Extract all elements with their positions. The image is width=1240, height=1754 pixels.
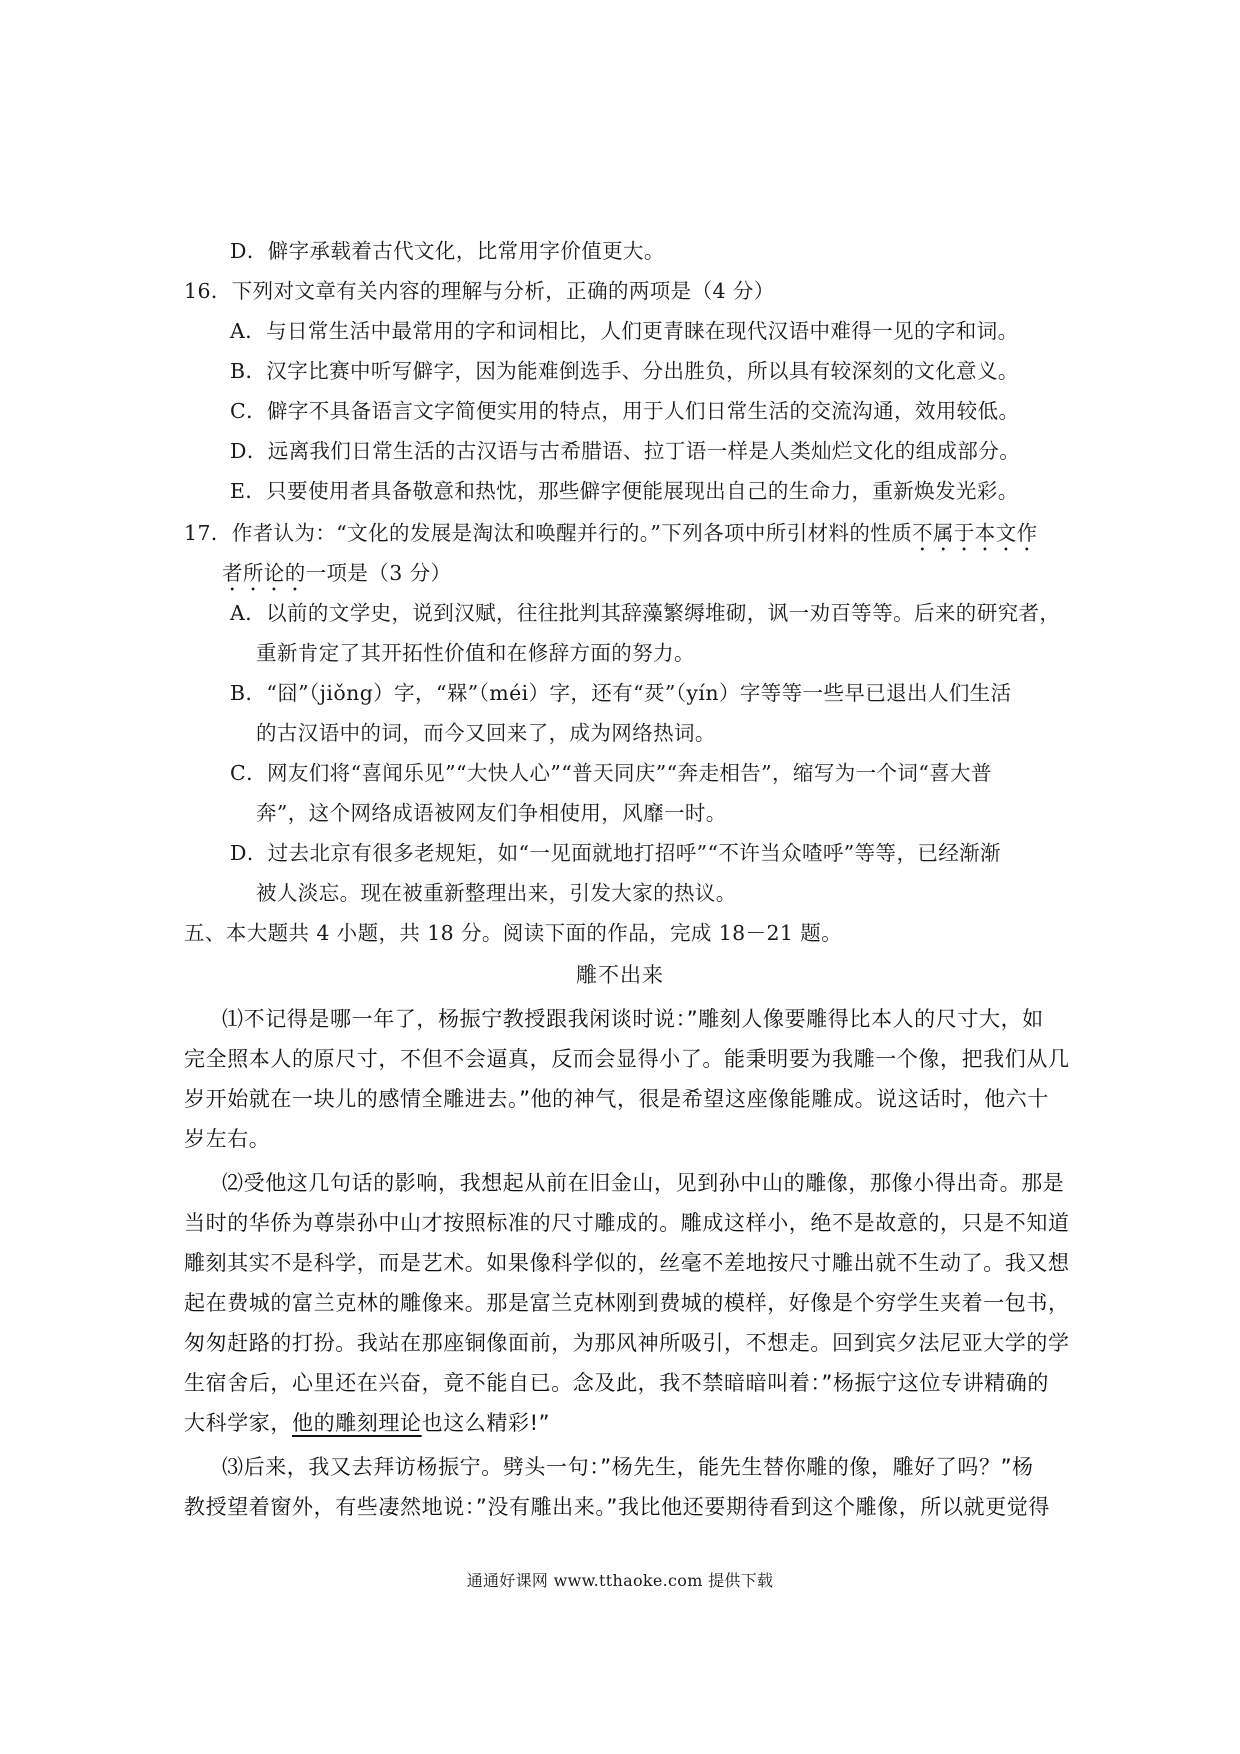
- paragraph-1-line3: 岁开始就在一块儿的感情全雕进去。”他的神气，很是希望这座像能雕成。说这话时，他六十: [184, 1087, 1049, 1111]
- q17-emphasis-2: 者所论的: [222, 561, 306, 585]
- q17-stem-line2: [222, 558, 451, 596]
- page-footer: 通通好课网 www.tthaoke.com 提供下载: [466, 1571, 774, 1590]
- paragraph-1-line2: 完全照本人的原尺寸，不但不会逼真，反而会显得小了。能秉明要为我雕一个像，把我们从几: [184, 1047, 1070, 1071]
- q16-option-e: E．只要使用者具备敬意和热忱，那些僻字便能展现出自己的生命力，重新焕发光彩。: [230, 479, 1019, 503]
- q17-option-d-line1: D．过去北京有很多老规矩，如“一见面就地打招呼”“不许当众喳呼”等等，已经渐渐: [230, 841, 1001, 865]
- q17-option-a-line2: 重新肯定了其开拓性价值和在修辞方面的努力。: [256, 641, 695, 665]
- q17-option-d-line2: 被人淡忘。现在被重新整理出来，引发大家的热议。: [256, 881, 737, 905]
- q17-stem-line1: [184, 518, 1038, 556]
- q17-option-b-line2: 的古汉语中的词，而今又回来了，成为网络热词。: [256, 721, 716, 745]
- q17-option-b-line1: B．“囧”（jiǒng）字，“槑”（méi）字，还有“烎”（yín）字等等一些早已退出人们生活: [230, 681, 1012, 705]
- q17-option-c-line2: 奔”，这个网络成语被网友们争相使用，风靡一时。: [256, 801, 727, 825]
- q16-option-b: B．汉字比赛中听写僻字，因为能难倒选手、分出胜负，所以具有较深刻的文化意义。: [230, 359, 1019, 383]
- paragraph-1-line4: 岁左右。: [184, 1127, 271, 1151]
- section-five-heading: 五、本大题共 4 小题，共 18 分。阅读下面的作品，完成 18－21 题。: [184, 921, 843, 945]
- paragraph-2-line1: ⑵受他这几句话的影响，我想起从前在旧金山，见到孙中山的雕像，那像小得出奇。那是: [222, 1171, 1065, 1195]
- q17-option-a-line1: A．以前的文学史，说到汉赋，往往批判其辞藻繁缛堆砌，讽一劝百等等。后来的研究者，: [230, 601, 1061, 625]
- q16-option-d: D．远离我们日常生活的古汉语与古希腊语、拉丁语一样是人类灿烂文化的组成部分。: [230, 439, 1021, 463]
- q17-option-c-line1: C．网友们将“喜闻乐见”“大快人心”“普天同庆”“奔走相告”，缩写为一个词“喜大普: [230, 761, 992, 785]
- paragraph-2-last-post: 也这么精彩!”: [421, 1411, 551, 1435]
- article-title: 雕不出来: [576, 963, 664, 987]
- paragraph-1-line1: ⑴不记得是哪一年了，杨振宁教授跟我闲谈时说：”雕刻人像要雕得比本人的尺寸大，如: [222, 1007, 1044, 1031]
- q15-option-d: D．僻字承载着古代文化，比常用字价值更大。: [230, 239, 665, 263]
- q16-option-c: C．僻字不具备语言文字简便实用的特点，用于人们日常生活的交流沟通，效用较低。: [230, 399, 1020, 423]
- paragraph-3-line2: 教授望着窗外，有些凄然地说：”没有雕出来。”我比他还要期待看到这个雕像，所以就更觉得: [184, 1495, 1050, 1519]
- q17-stem-text: 17．作者认为：“文化的发展是淘汰和唤醒并行的。”下列各项中所引材料的性质: [184, 521, 913, 545]
- paragraph-2-line3: 雕刻其实不是科学，而是艺术。如果像科学似的，丝毫不差地按尺寸雕出就不生动了。我又想: [184, 1251, 1070, 1275]
- paragraph-2-line4: 起在费城的富兰克林的雕像来。那是富兰克林刚到费城的模样，好像是个穷学生夹着一包书，: [184, 1291, 1070, 1315]
- q17-emphasis-1: 不属于本文作: [912, 521, 1038, 545]
- paragraph-2-last-pre: 大科学家，: [184, 1411, 292, 1435]
- q17-stem-tail: 一项是（3 分）: [305, 561, 452, 585]
- q16-option-a: A．与日常生活中最常用的字和词相比，人们更青睐在现代汉语中难得一见的字和词。: [230, 319, 1019, 343]
- paragraph-2-line7: [184, 1408, 550, 1438]
- paragraph-2-line2: 当时的华侨为尊崇孙中山才按照标准的尺寸雕成的。雕成这样小，绝不是故意的，只是不知道: [184, 1211, 1070, 1235]
- paragraph-3-line1: ⑶后来，我又去拜访杨振宁。劈头一句：”杨先生，能先生替你雕的像，雕好了吗？”杨: [222, 1455, 1034, 1479]
- paragraph-2-line6: 生宿舍后，心里还在兴奋，竟不能自已。念及此，我不禁暗暗叫着：”杨振宁这位专讲精确的: [184, 1371, 1049, 1395]
- paragraph-2-line5: 匆匆赶路的打扮。我站在那座铜像面前，为那风神所吸引，不想走。回到宾夕法尼亚大学的学: [184, 1331, 1070, 1355]
- underlined-phrase: 他的雕刻理论: [292, 1411, 422, 1435]
- q16-stem: 16．下列对文章有关内容的理解与分析，正确的两项是（4 分）: [184, 279, 775, 303]
